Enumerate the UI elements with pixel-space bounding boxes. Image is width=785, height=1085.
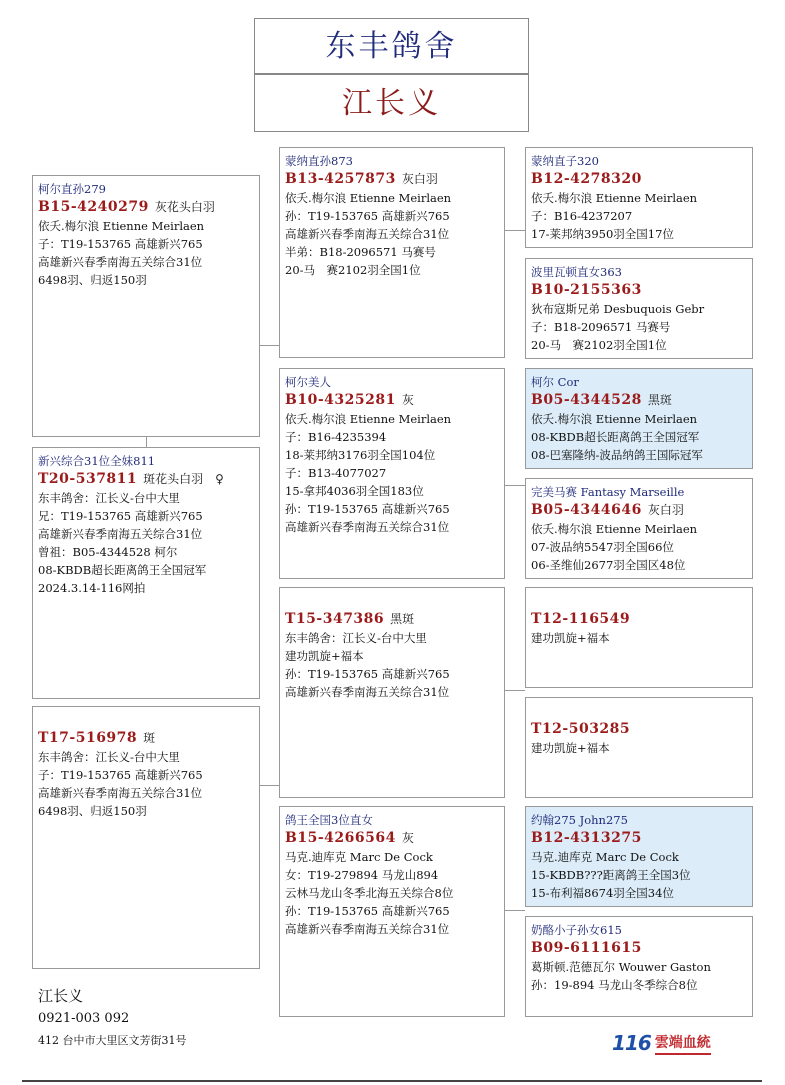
info-line: 08-KBDB超长距离鸽王全国冠军 <box>38 563 207 577</box>
info-line: 女：T19-279894 马龙山894 <box>285 868 439 882</box>
ring-number: B05-4344528 <box>531 392 642 408</box>
info-line: 子：T19-153765 高雄新兴765 <box>38 768 203 782</box>
info-line: 20-马 赛2102羽全国1位 <box>531 338 667 352</box>
info-line: 07-波品纳5547羽全国66位 <box>531 540 674 554</box>
ring-line <box>531 501 747 520</box>
info-line: 孙：T19-153765 高雄新兴765 <box>285 502 450 516</box>
info-line: 葛斯顿.范德瓦尔 Wouwer Gaston <box>531 960 711 974</box>
pigeon-color: 黑斑 <box>647 393 672 407</box>
sire-card[interactable] <box>32 175 260 437</box>
pigeon-color: 灰白羽 <box>401 172 438 186</box>
info-line: 依夭.梅尔浪 Etienne Meirlaen <box>531 522 698 536</box>
pigeon-title: 柯尔 Cor <box>531 375 579 389</box>
ring-line <box>531 720 747 739</box>
info-line: 马克.迪库克 Marc De Cock <box>285 850 433 864</box>
dam-card[interactable] <box>32 447 260 699</box>
dam-sire-sire-card[interactable] <box>525 587 753 688</box>
ring-line <box>285 170 499 189</box>
owner-name: 江长义 <box>254 74 529 132</box>
info-line: 子：B16-4235394 <box>285 430 387 444</box>
connector <box>260 345 280 346</box>
info-line: 曾祖：B05-4344528 柯尔 <box>38 545 178 559</box>
info-line: 08-KBDB超长距离鸽王全国冠军 <box>531 430 700 444</box>
pigeon-color: 灰 <box>401 831 414 845</box>
pigeon-title: 鸽王全国3位直女 <box>285 813 373 827</box>
loft-name: 东丰鸽舍 <box>254 18 529 74</box>
logo-number: 116 <box>612 1031 651 1055</box>
info-line: 高雄新兴春季南海五关综合31位 <box>285 922 450 936</box>
pigeon-title: 新兴综合31位全妹811 <box>38 454 156 468</box>
ring-number: T17-516978 <box>38 730 138 746</box>
info-line: 孙：19-894 马龙山冬季综合8位 <box>531 978 698 992</box>
pigeon-title: 波里瓦顿直女363 <box>531 265 622 279</box>
info-line: 兄：T19-153765 高雄新兴765 <box>38 509 203 523</box>
ring-line <box>531 170 747 189</box>
connector <box>505 910 525 911</box>
pigeon-title: 柯尔直孙279 <box>38 182 106 196</box>
info-line: 依夭.梅尔浪 Etienne Meirlaen <box>285 412 452 426</box>
connector <box>505 230 525 231</box>
ring-number: T20-537811 <box>38 471 138 487</box>
ring-line <box>285 391 499 410</box>
sire-dam-dam-card[interactable] <box>525 478 753 579</box>
connector <box>505 485 525 486</box>
info-line: 子：B16-4237207 <box>531 209 633 223</box>
info-line: 15-布利福8674羽全国34位 <box>531 886 674 900</box>
pigeon-color: 灰花头白羽 <box>154 200 215 214</box>
sire-dam-card[interactable] <box>279 368 505 579</box>
ring-number: B10-4325281 <box>285 392 396 408</box>
info-line: 高雄新兴春季南海五关综合31位 <box>38 255 203 269</box>
ring-number: B13-4257873 <box>285 171 396 187</box>
ring-line <box>531 610 747 629</box>
contact-phone: 0921-003 092 <box>38 1011 130 1026</box>
brand-logo <box>612 1030 711 1056</box>
ring-line <box>38 198 254 217</box>
ring-line <box>38 470 254 489</box>
logo-text: 雲端血統 <box>655 1032 711 1055</box>
sire-sire-sire-card[interactable] <box>525 147 753 248</box>
info-line: 建功凯旋+福本 <box>285 649 364 663</box>
divider <box>22 1080 762 1082</box>
info-line: 子：B18-2096571 马赛号 <box>531 320 671 334</box>
ring-line <box>285 829 499 848</box>
ring-line <box>38 729 254 748</box>
pigeon-color: 灰 <box>401 393 414 407</box>
ring-number: B15-4266564 <box>285 830 396 846</box>
pigeon-title: 完美马赛 Fantasy Marseille <box>531 485 685 499</box>
pigeon-title: 蒙纳直子320 <box>531 154 599 168</box>
ring-number: B12-4313275 <box>531 830 642 846</box>
pigeon-title: 柯尔美人 <box>285 375 331 389</box>
info-line: 孙：T19-153765 高雄新兴765 <box>285 209 450 223</box>
info-line: 依夭.梅尔浪 Etienne Meirlaen <box>531 412 698 426</box>
info-line: 2024.3.14-116网拍 <box>38 581 146 595</box>
info-line: 高雄新兴春季南海五关综合31位 <box>285 227 450 241</box>
pigeon-color: 灰白羽 <box>647 503 684 517</box>
pigeon-color: 斑花头白羽 ♀ <box>143 472 224 486</box>
info-line: 狄布寇斯兄弟 Desbuquois Gebr <box>531 302 705 316</box>
connector <box>505 690 525 691</box>
sire-sire-dam-card[interactable] <box>525 258 753 359</box>
ring-number: B12-4278320 <box>531 171 642 187</box>
info-line: 08-巴塞隆纳-波品纳鸽王国际冠军 <box>531 448 703 462</box>
ring-number: B05-4344646 <box>531 502 642 518</box>
info-line: 高雄新兴春季南海五关综合31位 <box>285 685 450 699</box>
pigeon-title: 奶酪小子孙女615 <box>531 923 622 937</box>
ring-line <box>285 610 499 629</box>
ring-number: B15-4240279 <box>38 199 149 215</box>
info-line: 6498羽、归返150羽 <box>38 273 147 287</box>
info-line: 6498羽、归返150羽 <box>38 804 147 818</box>
info-line: 建功凯旋+福本 <box>531 741 610 755</box>
ring-number: T12-116549 <box>531 611 631 627</box>
info-line: 子：T19-153765 高雄新兴765 <box>38 237 203 251</box>
ring-number: T15-347386 <box>285 611 385 627</box>
contact-name: 江长义 <box>38 987 84 1005</box>
info-line: 17-莱邦纳3950羽全国17位 <box>531 227 674 241</box>
info-line: 高雄新兴春季南海五关综合31位 <box>38 786 203 800</box>
info-line: 半弟：B18-2096571 马赛号 <box>285 245 436 259</box>
info-line: 15-拿邦4036羽全国183位 <box>285 484 424 498</box>
contact-address: 412 台中市大里区文芳街31号 <box>38 1034 187 1047</box>
ring-line <box>531 939 747 958</box>
ring-line <box>531 391 747 410</box>
connector <box>146 436 147 447</box>
info-line: 东丰鸽舍：江长义-台中大里 <box>285 631 427 645</box>
ring-number: B10-2155363 <box>531 282 642 298</box>
sire-dam-sire-card[interactable] <box>525 368 753 469</box>
pigeon-color: 黑斑 <box>390 612 415 626</box>
info-line: 依夭.梅尔浪 Etienne Meirlaen <box>38 219 205 233</box>
sire-sire-card[interactable] <box>279 147 505 358</box>
info-line: 建功凯旋+福本 <box>531 631 610 645</box>
pigeon-title: 约翰275 John275 <box>531 813 628 827</box>
info-line: 马克.迪库克 Marc De Cock <box>531 850 679 864</box>
ring-number: T12-503285 <box>531 721 631 737</box>
dam-dam-card[interactable] <box>279 806 505 1017</box>
info-line: 高雄新兴春季南海五关综合31位 <box>38 527 203 541</box>
dam-dam-sire-card[interactable] <box>525 806 753 907</box>
info-line: 18-莱邦纳3176羽全国104位 <box>285 448 436 462</box>
ring-number: B09-6111615 <box>531 940 642 956</box>
dam-dam-dam-card[interactable] <box>525 916 753 1017</box>
connector <box>260 785 280 786</box>
info-line: 孙：T19-153765 高雄新兴765 <box>285 667 450 681</box>
info-line: 06-圣维仙2677羽全国区48位 <box>531 558 686 572</box>
ring-line <box>531 281 747 300</box>
ring-line <box>531 829 747 848</box>
dam-sire-dam-card[interactable] <box>525 697 753 798</box>
dam-sire-card[interactable] <box>279 587 505 798</box>
pigeon-title: 蒙纳直孙873 <box>285 154 353 168</box>
info-line: 15-KBDB???距离鸽王全国3位 <box>531 868 691 882</box>
info-line: 东丰鸽舍：江长义-台中大里 <box>38 750 180 764</box>
info-line: 孙：T19-153765 高雄新兴765 <box>285 904 450 918</box>
info-line: 东丰鸽舍：江长义-台中大里 <box>38 491 180 505</box>
info-line: 子：B13-4077027 <box>285 466 387 480</box>
info-line: 依夭.梅尔浪 Etienne Meirlaen <box>531 191 698 205</box>
info-line: 高雄新兴春季南海五关综合31位 <box>285 520 450 534</box>
info-line: 20-马 赛2102羽全国1位 <box>285 263 421 277</box>
subject-card[interactable] <box>32 706 260 969</box>
owner-contact <box>38 985 187 1051</box>
pigeon-color: 斑 <box>143 731 156 745</box>
info-line: 云林马龙山冬季北海五关综合8位 <box>285 886 454 900</box>
info-line: 依夭.梅尔浪 Etienne Meirlaen <box>285 191 452 205</box>
